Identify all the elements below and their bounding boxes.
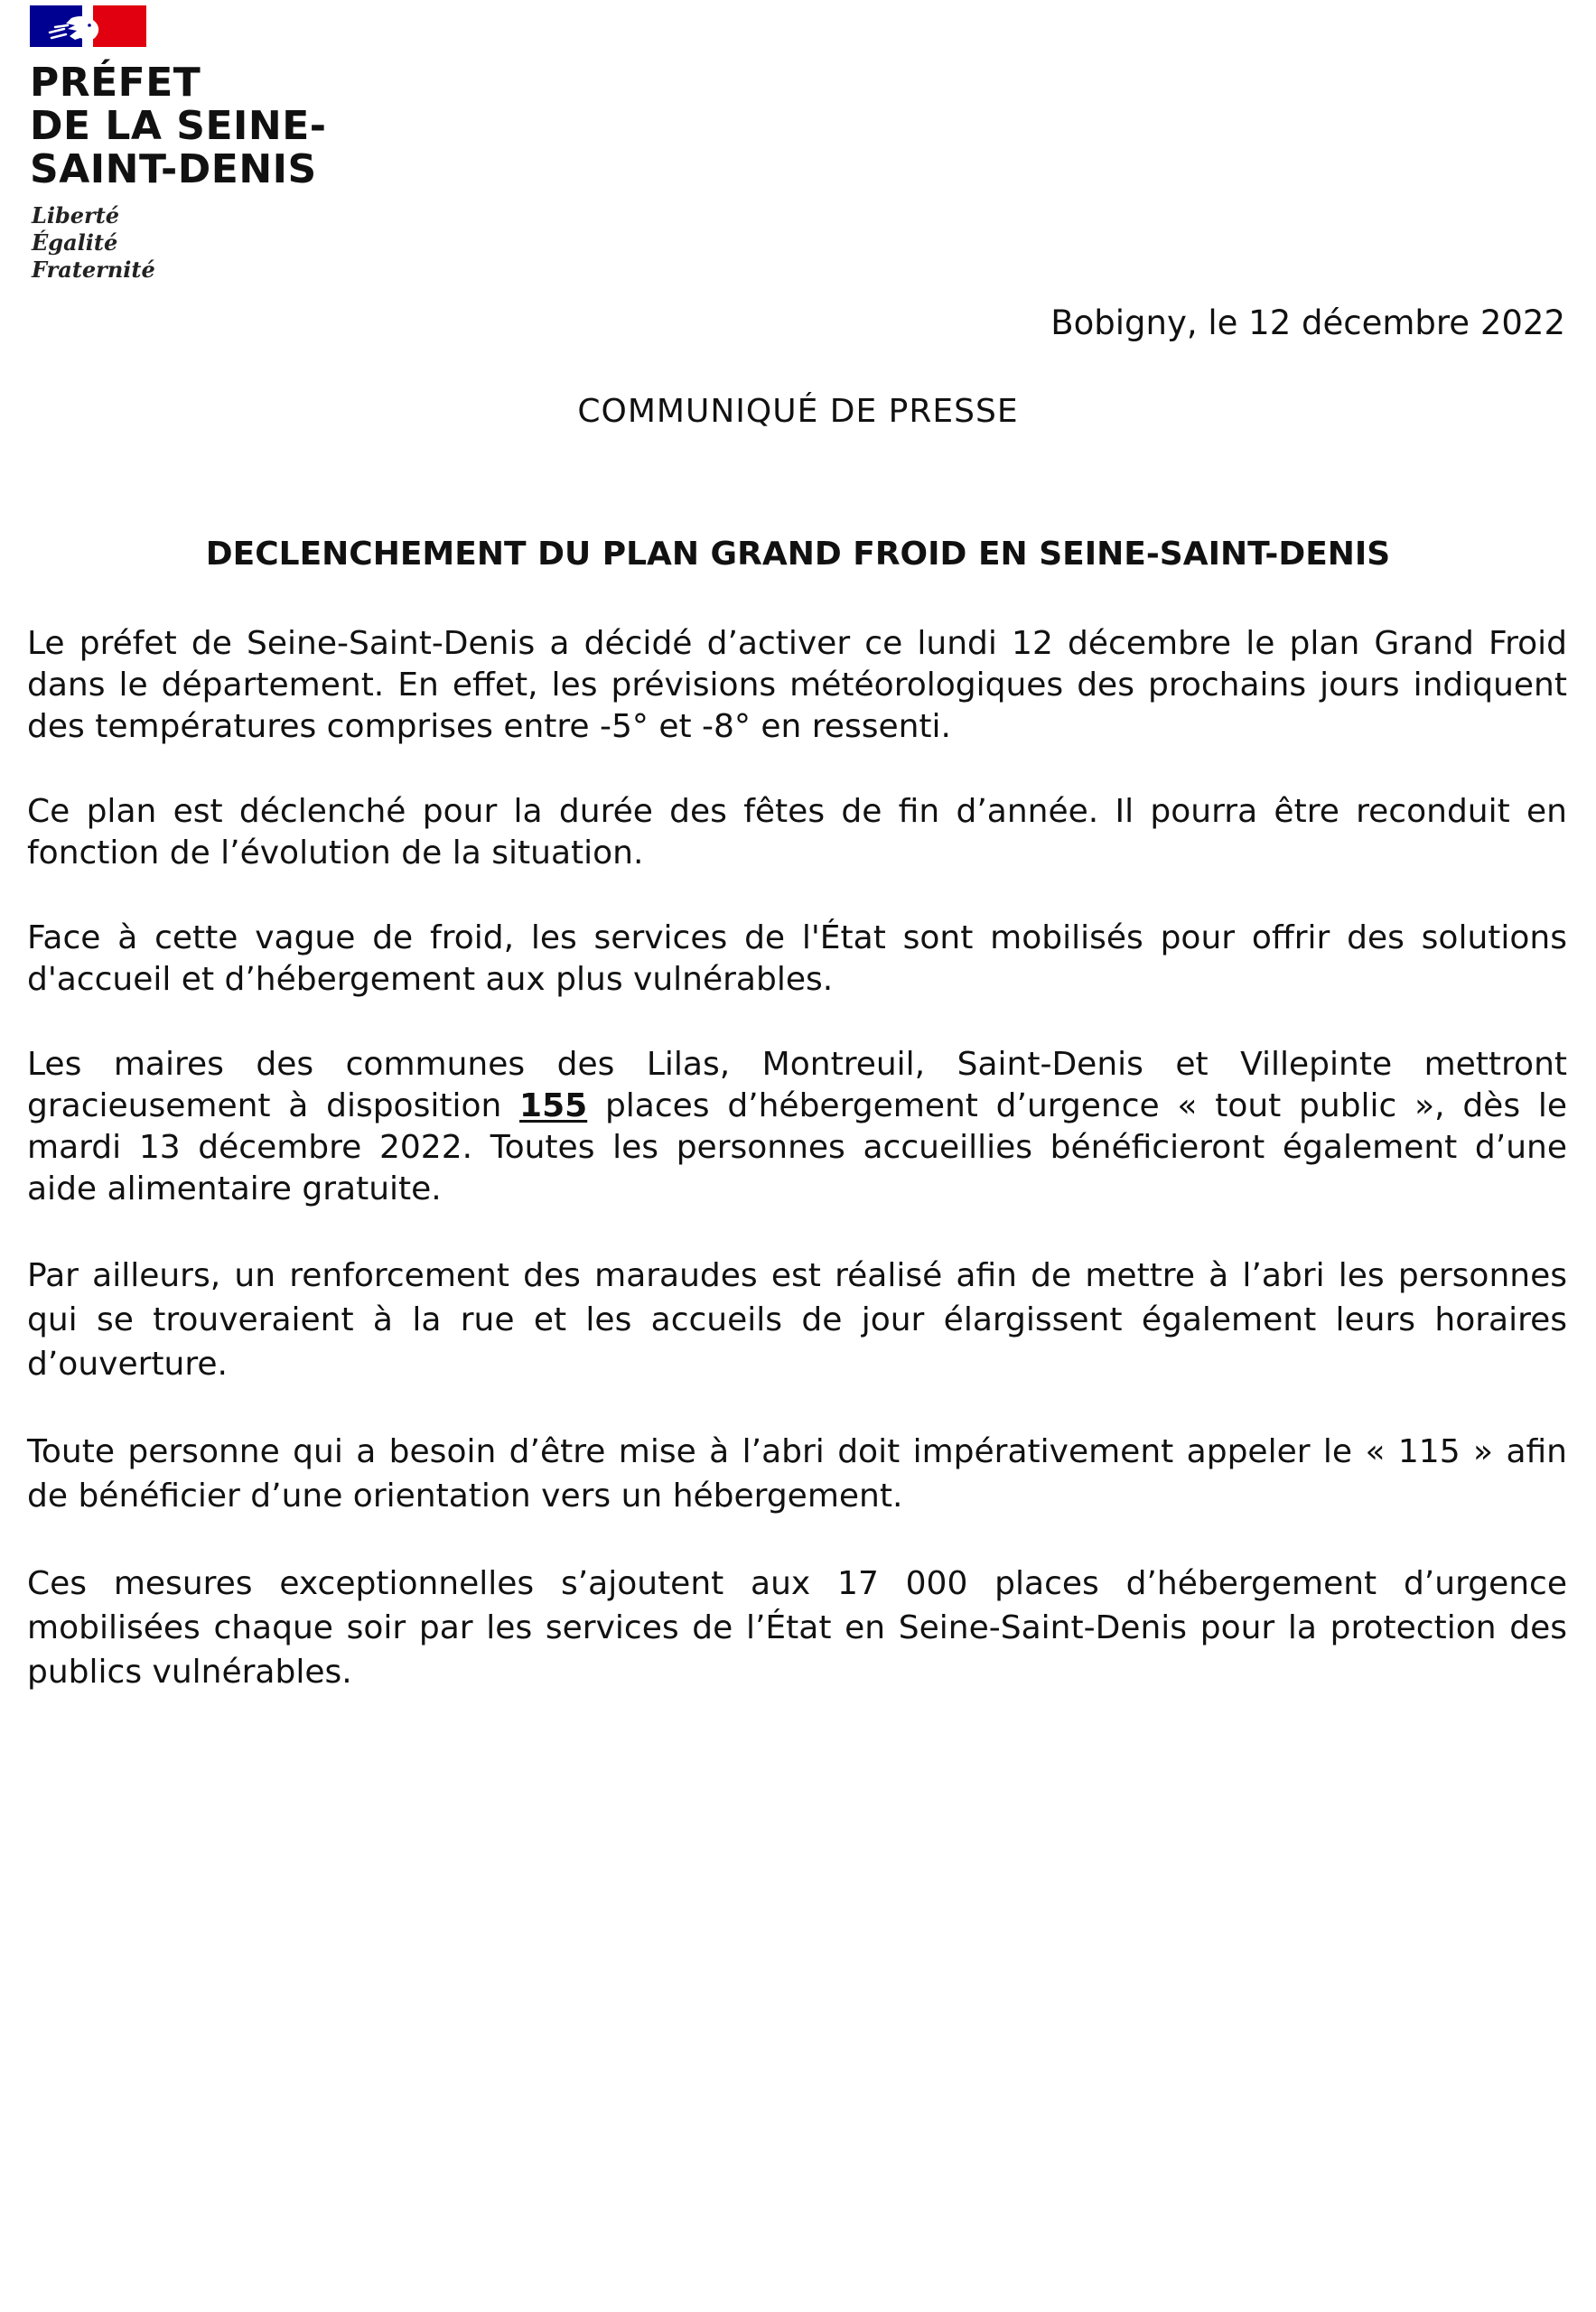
paragraph <box>27 1044 1567 1210</box>
paragraph: Ces mesures exceptionnelles s’ajoutent aux 17 000 places d’hébergement d’urgence mobilisées chaque soir par les services de l’État en Seine-Saint-Denis pour la protection des publics vulnérables. <box>27 1565 1567 1691</box>
places-count: 155 <box>519 1087 588 1124</box>
paragraph: Le préfet de Seine-Saint-Denis a décidé d’activer ce lundi 12 décembre le plan Grand Froid dans le département. En effet, les prévisions météorologiques des prochains jours indiquent des températures comprises entre -5° et -8° en ressenti. <box>27 625 1567 745</box>
french-flag-icon <box>30 5 146 47</box>
document-type: COMMUNIQUÉ DE PRESSE <box>577 393 1019 430</box>
republic-motto <box>32 202 155 284</box>
motto-line: Fraternité <box>32 256 155 283</box>
motto-line: Égalité <box>32 229 118 256</box>
motto-line: Liberté <box>32 202 120 228</box>
prefet-title-line: SAINT-DENIS <box>30 146 317 192</box>
prefet-title <box>30 61 373 191</box>
paragraph: Face à cette vague de froid, les services de l'État sont mobilisés pour offrir des solutions d'accueil et d’hébergement aux plus vulnérables. <box>27 919 1567 998</box>
paragraph: Toute personne qui a besoin d’être mise à l’abri doit impérativement appeler le « 115 » afin de bénéficier d’une orientation vers un hébergement. <box>27 1433 1567 1515</box>
paragraph: Par ailleurs, un renforcement des maraudes est réalisé afin de mettre à l’abri les personnes qui se trouveraient à la rue et les accueils de jour élargissent également leurs horaires d’ouverture. <box>27 1257 1567 1383</box>
marianne-icon <box>44 11 111 45</box>
paragraph-text: Les maires des communes des Lilas, Montreuil, Saint-Denis et Villepinte mettront gracieusement à disposition <box>27 1046 1567 1124</box>
page-title: DECLENCHEMENT DU PLAN GRAND FROID EN SEINE-SAINT-DENIS <box>205 536 1391 573</box>
prefet-title-line: PRÉFET <box>30 60 201 106</box>
paragraph-text: places d’hébergement d’urgence « tout public », dès le mardi 13 décembre 2022. Toutes les personnes accueillies bénéficieront également d’une aide alimentaire gratuite. <box>27 1087 1567 1207</box>
prefet-title-line: DE LA SEINE- <box>30 103 327 149</box>
press-release-body <box>27 623 1567 1738</box>
paragraph: Ce plan est déclenché pour la durée des fêtes de fin d’année. Il pourra être reconduit en fonction de l’évolution de la situation. <box>27 793 1567 872</box>
date-line: Bobigny, le 12 décembre 2022 <box>1050 303 1565 342</box>
